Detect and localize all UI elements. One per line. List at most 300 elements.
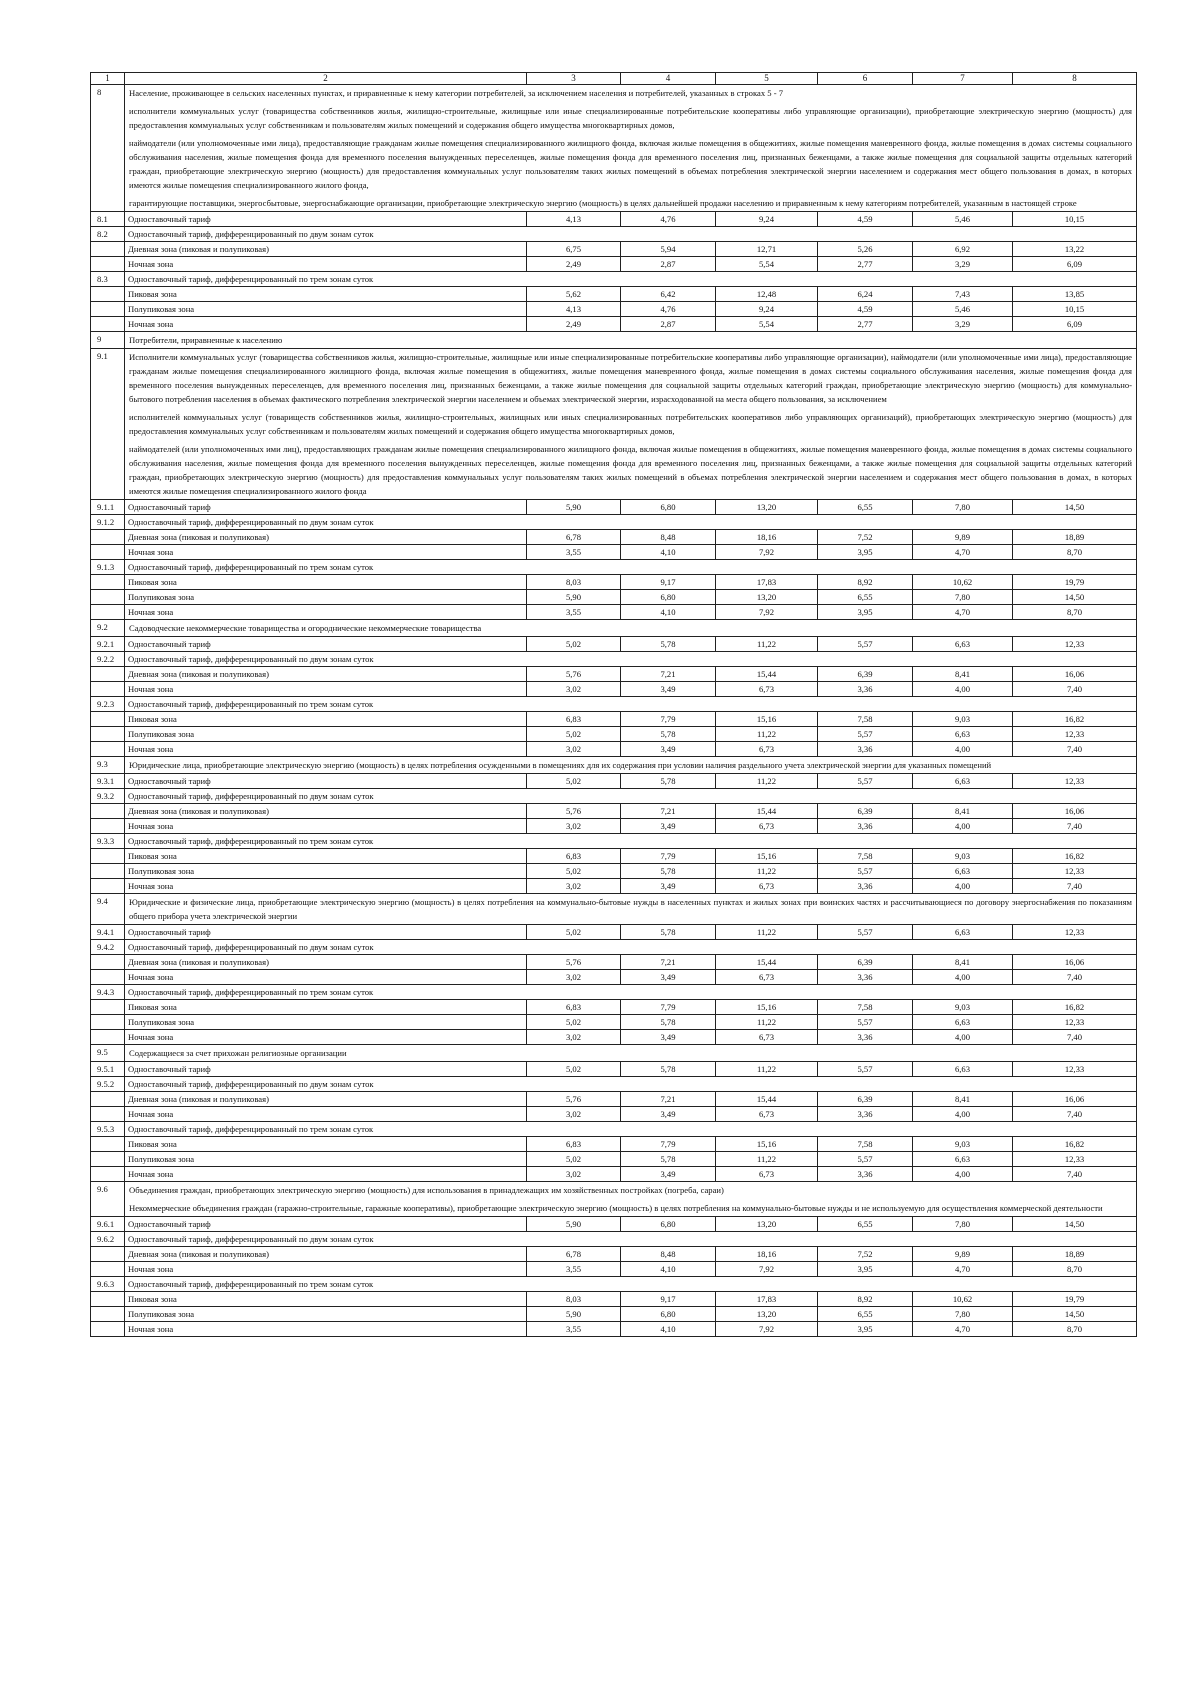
row-index: 9.1.2 [91, 515, 125, 530]
tariff-subheader-row [91, 1077, 1137, 1092]
tariff-label: Ночная зона [125, 545, 527, 560]
tariff-label: Полупиковая зона [125, 727, 527, 742]
tariff-value-col-3: 5,90 [527, 1217, 621, 1232]
tariff-value-col-5: 13,20 [716, 590, 818, 605]
tariff-value-col-6: 3,95 [818, 1322, 913, 1337]
tariff-value-col-6: 6,39 [818, 667, 913, 682]
tariff-value-col-8: 12,33 [1013, 864, 1137, 879]
tariff-row [91, 1262, 1137, 1277]
tariff-row [91, 819, 1137, 834]
section-index: 9.3 [91, 757, 125, 774]
tariff-value-col-7: 4,70 [913, 605, 1013, 620]
tariff-label: Ночная зона [125, 605, 527, 620]
tariff-value-col-4: 5,78 [621, 925, 716, 940]
tariff-value-col-8: 16,06 [1013, 804, 1137, 819]
tariff-value-col-8: 7,40 [1013, 1167, 1137, 1182]
tariff-value-col-3: 5,62 [527, 287, 621, 302]
tariff-value-col-7: 4,00 [913, 879, 1013, 894]
tariff-row [91, 212, 1137, 227]
tariff-row [91, 317, 1137, 332]
tariff-value-col-7: 3,29 [913, 317, 1013, 332]
tariff-value-col-6: 3,36 [818, 970, 913, 985]
tariff-value-col-6: 7,52 [818, 530, 913, 545]
section-description [125, 349, 1137, 500]
section-description [125, 620, 1137, 637]
tariff-value-col-3: 5,02 [527, 774, 621, 789]
tariff-value-col-4: 7,21 [621, 804, 716, 819]
tariff-value-col-8: 18,89 [1013, 530, 1137, 545]
tariff-row [91, 925, 1137, 940]
tariff-row [91, 864, 1137, 879]
tariff-value-col-6: 4,59 [818, 212, 913, 227]
tariff-value-col-8: 19,79 [1013, 1292, 1137, 1307]
tariff-table [90, 72, 1137, 1337]
tariff-value-col-8: 7,40 [1013, 819, 1137, 834]
tariff-value-col-3: 5,76 [527, 955, 621, 970]
tariff-subheader-label: Одноставочный тариф, дифференцированный по трем зонам суток [125, 272, 1137, 287]
tariff-subheader-label: Одноставочный тариф, дифференцированный по трем зонам суток [125, 834, 1137, 849]
tariff-value-col-6: 4,59 [818, 302, 913, 317]
tariff-value-col-4: 5,78 [621, 1015, 716, 1030]
tariff-value-col-7: 7,80 [913, 500, 1013, 515]
tariff-value-col-5: 7,92 [716, 1322, 818, 1337]
tariff-value-col-5: 9,24 [716, 302, 818, 317]
tariff-value-col-6: 3,36 [818, 1107, 913, 1122]
tariff-value-col-8: 12,33 [1013, 925, 1137, 940]
tariff-value-col-3: 6,75 [527, 242, 621, 257]
tariff-value-col-8: 12,33 [1013, 727, 1137, 742]
tariff-value-col-4: 4,76 [621, 212, 716, 227]
tariff-subheader-row [91, 940, 1137, 955]
row-index [91, 742, 125, 757]
tariff-value-col-3: 4,13 [527, 302, 621, 317]
tariff-value-col-6: 6,39 [818, 804, 913, 819]
column-header-2: 2 [125, 73, 527, 85]
tariff-value-col-7: 6,63 [913, 1062, 1013, 1077]
tariff-value-col-7: 7,43 [913, 287, 1013, 302]
tariff-value-col-8: 16,82 [1013, 1137, 1137, 1152]
tariff-value-col-4: 7,21 [621, 955, 716, 970]
tariff-value-col-3: 5,76 [527, 1092, 621, 1107]
tariff-value-col-7: 8,41 [913, 1092, 1013, 1107]
tariff-value-col-7: 9,89 [913, 1247, 1013, 1262]
tariff-value-col-3: 5,90 [527, 590, 621, 605]
tariff-value-col-4: 6,42 [621, 287, 716, 302]
tariff-value-col-5: 11,22 [716, 637, 818, 652]
tariff-subheader-row [91, 227, 1137, 242]
tariff-subheader-label: Одноставочный тариф, дифференцированный по двум зонам суток [125, 227, 1137, 242]
row-index [91, 1247, 125, 1262]
tariff-value-col-8: 16,06 [1013, 955, 1137, 970]
section-row [91, 1182, 1137, 1217]
tariff-value-col-3: 8,03 [527, 1292, 621, 1307]
tariff-label: Пиковая зона [125, 575, 527, 590]
tariff-value-col-7: 9,03 [913, 849, 1013, 864]
section-index: 9 [91, 332, 125, 349]
section-row [91, 1045, 1137, 1062]
section-paragraph: Юридические лица, приобретающие электрическую энергию (мощность) в целях потребления осужденными в помещениях для их содержания при условии наличия раздельного учета электрической энергии для указанных помещений [129, 760, 992, 770]
column-header-3: 3 [527, 73, 621, 85]
tariff-value-col-5: 15,16 [716, 849, 818, 864]
tariff-value-col-7: 4,00 [913, 1030, 1013, 1045]
tariff-value-col-5: 11,22 [716, 925, 818, 940]
row-index: 9.2.2 [91, 652, 125, 667]
tariff-label: Пиковая зона [125, 1292, 527, 1307]
tariff-value-col-7: 4,70 [913, 1322, 1013, 1337]
tariff-subheader-row [91, 652, 1137, 667]
tariff-value-col-6: 5,57 [818, 1152, 913, 1167]
tariff-subheader-label: Одноставочный тариф, дифференцированный по трем зонам суток [125, 1277, 1137, 1292]
tariff-value-col-5: 17,83 [716, 1292, 818, 1307]
section-paragraph: исполнителей коммунальных услуг (товариществ собственников жилья, жилищно-строительных, жилищных или иных специализированных потребительских кооперативов либо управляющих организаций), приобретающих электрическую энергию (мощность) для предоставления коммунальных услуг собственникам и пользователям жилых помещений и содержания общего имущества многоквартирных домов, [129, 412, 1132, 436]
tariff-subheader-row [91, 789, 1137, 804]
tariff-value-col-4: 4,10 [621, 1322, 716, 1337]
tariff-value-col-8: 16,82 [1013, 1000, 1137, 1015]
tariff-value-col-5: 11,22 [716, 864, 818, 879]
tariff-value-col-5: 17,83 [716, 575, 818, 590]
tariff-value-col-6: 6,24 [818, 287, 913, 302]
tariff-label: Полупиковая зона [125, 590, 527, 605]
tariff-value-col-4: 5,78 [621, 1152, 716, 1167]
row-index [91, 1152, 125, 1167]
tariff-value-col-5: 7,92 [716, 605, 818, 620]
section-paragraph: наймодателей (или уполномоченных ими лиц), предоставляющих гражданам жилые помещения специализированного жилищного фонда, включая жилые помещения в общежитиях, жилые помещения маневренного фонда, жилые помещения в домах системы социального обслуживания населения, жилые помещения фонда для временного поселения вынужденных переселенцев, жилые помещения фонда для временного поселения лиц, признанных беженцами, а также жилые помещения для социальной защиты отдельных категорий граждан, приобретающих электрическую энергию (мощность) для предоставления коммунальных услуг пользователям таких жилых помещений в объемах потребления электрической энергии населением и содержания мест общего пользования в домах, в которых имеются жилые помещения специализированного жилого фонда [129, 444, 1132, 496]
tariff-subheader-row [91, 515, 1137, 530]
section-row [91, 894, 1137, 925]
tariff-row [91, 667, 1137, 682]
tariff-value-col-6: 5,57 [818, 1062, 913, 1077]
tariff-value-col-5: 13,20 [716, 1217, 818, 1232]
tariff-value-col-6: 2,77 [818, 317, 913, 332]
row-index: 9.3.3 [91, 834, 125, 849]
tariff-value-col-5: 6,73 [716, 1030, 818, 1045]
tariff-value-col-3: 2,49 [527, 257, 621, 272]
tariff-subheader-label: Одноставочный тариф, дифференцированный по двум зонам суток [125, 652, 1137, 667]
tariff-value-col-5: 6,73 [716, 742, 818, 757]
tariff-row [91, 575, 1137, 590]
tariff-subheader-row [91, 697, 1137, 712]
tariff-subheader-label: Одноставочный тариф, дифференцированный по двум зонам суток [125, 1232, 1137, 1247]
row-index: 8.3 [91, 272, 125, 287]
tariff-row [91, 605, 1137, 620]
tariff-value-col-4: 4,10 [621, 545, 716, 560]
tariff-value-col-4: 4,10 [621, 1262, 716, 1277]
row-index: 9.2.3 [91, 697, 125, 712]
tariff-value-col-3: 5,02 [527, 1152, 621, 1167]
section-description [125, 757, 1137, 774]
tariff-value-col-4: 5,78 [621, 1062, 716, 1077]
tariff-label: Дневная зона (пиковая и полупиковая) [125, 1092, 527, 1107]
tariff-row [91, 1107, 1137, 1122]
tariff-value-col-7: 7,80 [913, 1307, 1013, 1322]
tariff-value-col-4: 9,17 [621, 1292, 716, 1307]
tariff-value-col-8: 7,40 [1013, 970, 1137, 985]
section-paragraph: гарантирующие поставщики, энергосбытовые, энергоснабжающие организации, приобретающие электрическую энергию (мощность) в целях дальнейшей продажи населению и приравненным к нему категориям потребителей, указанным в настоящей строке [129, 198, 1077, 208]
tariff-value-col-5: 9,24 [716, 212, 818, 227]
section-paragraph: Объединения граждан, приобретающих электрическую энергию (мощность) для использования в принадлежащих им хозяйственных постройках (погреба, сараи) [129, 1185, 724, 1195]
tariff-value-col-8: 7,40 [1013, 879, 1137, 894]
tariff-value-col-5: 15,16 [716, 712, 818, 727]
row-index [91, 712, 125, 727]
tariff-value-col-5: 6,73 [716, 879, 818, 894]
tariff-label: Ночная зона [125, 1322, 527, 1337]
section-paragraph: Содержащиеся за счет прихожан религиозные организации [129, 1048, 347, 1058]
tariff-value-col-8: 10,15 [1013, 302, 1137, 317]
tariff-label: Одноставочный тариф [125, 1062, 527, 1077]
tariff-label: Ночная зона [125, 970, 527, 985]
tariff-row [91, 727, 1137, 742]
tariff-label: Ночная зона [125, 1262, 527, 1277]
tariff-value-col-5: 6,73 [716, 819, 818, 834]
tariff-value-col-8: 13,85 [1013, 287, 1137, 302]
row-index: 9.6.1 [91, 1217, 125, 1232]
tariff-value-col-5: 15,44 [716, 804, 818, 819]
tariff-row [91, 774, 1137, 789]
tariff-row [91, 1015, 1137, 1030]
section-index: 8 [91, 85, 125, 212]
tariff-value-col-4: 7,79 [621, 1137, 716, 1152]
tariff-value-col-8: 19,79 [1013, 575, 1137, 590]
tariff-value-col-8: 7,40 [1013, 1030, 1137, 1045]
column-header-6: 6 [818, 73, 913, 85]
section-description [125, 1182, 1137, 1217]
tariff-label: Дневная зона (пиковая и полупиковая) [125, 955, 527, 970]
tariff-value-col-5: 11,22 [716, 774, 818, 789]
row-index [91, 1262, 125, 1277]
tariff-value-col-3: 5,90 [527, 500, 621, 515]
tariff-value-col-4: 7,79 [621, 849, 716, 864]
tariff-label: Ночная зона [125, 742, 527, 757]
tariff-value-col-7: 4,00 [913, 682, 1013, 697]
tariff-row [91, 590, 1137, 605]
section-paragraph: Садоводческие некоммерческие товарищества и огороднические некоммерческие товарищества [129, 623, 482, 633]
tariff-value-col-3: 5,76 [527, 667, 621, 682]
tariff-value-col-4: 3,49 [621, 1030, 716, 1045]
tariff-value-col-7: 10,62 [913, 575, 1013, 590]
tariff-row [91, 970, 1137, 985]
section-index: 9.5 [91, 1045, 125, 1062]
tariff-label: Одноставочный тариф [125, 1217, 527, 1232]
tariff-value-col-8: 12,33 [1013, 637, 1137, 652]
tariff-label: Ночная зона [125, 1107, 527, 1122]
section-paragraph: Исполнители коммунальных услуг (товарищества собственников жилья, жилищно-строительные, жилищные или иные специализированные потребительские кооперативы либо управляющие организации), наймодатели (или уполномоченные ими лица), предоставляющие гражданам жилые помещения специализированного жилищного фонда, включая жилые помещения в общежитиях, жилые помещения маневренного фонда, жилые помещения в домах системы социального обслуживания населения, жилые помещения фонда для временного поселения вынужденных переселенцев, для временного поселения лиц, признанных беженцами, а также жилые помещения для социальной защиты отдельных категорий граждан, приобретающие электрическую энергию (мощность) для коммунально-бытового потребления населения в объемах фактического потребления электрической энергии населением и объемах электрической энергии, израсходованной на места общего пользования, за исключением [129, 352, 1132, 404]
tariff-label: Пиковая зона [125, 849, 527, 864]
row-index: 9.4.1 [91, 925, 125, 940]
tariff-label: Одноставочный тариф [125, 637, 527, 652]
row-index [91, 667, 125, 682]
tariff-row [91, 804, 1137, 819]
tariff-row [91, 1247, 1137, 1262]
section-paragraph: Потребители, приравненные к населению [129, 335, 283, 345]
row-index [91, 1107, 125, 1122]
tariff-value-col-4: 3,49 [621, 879, 716, 894]
tariff-value-col-7: 6,63 [913, 925, 1013, 940]
row-index: 9.4.3 [91, 985, 125, 1000]
row-index: 8.2 [91, 227, 125, 242]
row-index [91, 590, 125, 605]
column-header-4: 4 [621, 73, 716, 85]
tariff-value-col-3: 6,83 [527, 712, 621, 727]
row-index: 9.5.2 [91, 1077, 125, 1092]
tariff-value-col-3: 4,13 [527, 212, 621, 227]
tariff-value-col-5: 11,22 [716, 1062, 818, 1077]
tariff-value-col-4: 2,87 [621, 257, 716, 272]
tariff-value-col-4: 5,78 [621, 864, 716, 879]
tariff-value-col-3: 3,02 [527, 1107, 621, 1122]
tariff-value-col-8: 14,50 [1013, 1217, 1137, 1232]
row-index [91, 242, 125, 257]
tariff-value-col-6: 2,77 [818, 257, 913, 272]
section-row [91, 620, 1137, 637]
section-description [125, 85, 1137, 212]
tariff-value-col-6: 3,95 [818, 545, 913, 560]
tariff-value-col-4: 3,49 [621, 970, 716, 985]
tariff-value-col-5: 18,16 [716, 530, 818, 545]
tariff-value-col-3: 3,02 [527, 742, 621, 757]
tariff-value-col-8: 12,33 [1013, 1015, 1137, 1030]
row-index: 9.1.3 [91, 560, 125, 575]
row-index [91, 530, 125, 545]
tariff-value-col-6: 5,57 [818, 925, 913, 940]
row-index [91, 804, 125, 819]
tariff-value-col-5: 6,73 [716, 1107, 818, 1122]
tariff-value-col-3: 3,55 [527, 1262, 621, 1277]
tariff-value-col-7: 5,46 [913, 212, 1013, 227]
tariff-label: Одноставочный тариф [125, 500, 527, 515]
tariff-subheader-label: Одноставочный тариф, дифференцированный по трем зонам суток [125, 985, 1137, 1000]
row-index: 9.3.2 [91, 789, 125, 804]
tariff-value-col-8: 12,33 [1013, 774, 1137, 789]
tariff-label: Пиковая зона [125, 1137, 527, 1152]
tariff-value-col-6: 3,95 [818, 605, 913, 620]
tariff-value-col-5: 13,20 [716, 500, 818, 515]
tariff-value-col-5: 6,73 [716, 682, 818, 697]
tariff-subheader-row [91, 1277, 1137, 1292]
tariff-value-col-7: 8,41 [913, 667, 1013, 682]
tariff-value-col-5: 11,22 [716, 1015, 818, 1030]
tariff-subheader-label: Одноставочный тариф, дифференцированный по трем зонам суток [125, 697, 1137, 712]
tariff-value-col-4: 3,49 [621, 1167, 716, 1182]
tariff-subheader-row [91, 272, 1137, 287]
tariff-row [91, 1292, 1137, 1307]
tariff-value-col-7: 9,03 [913, 1000, 1013, 1015]
tariff-subheader-label: Одноставочный тариф, дифференцированный по трем зонам суток [125, 1122, 1137, 1137]
row-index [91, 575, 125, 590]
tariff-value-col-4: 6,80 [621, 590, 716, 605]
row-index: 8.1 [91, 212, 125, 227]
tariff-value-col-4: 8,48 [621, 1247, 716, 1262]
tariff-value-col-7: 8,41 [913, 955, 1013, 970]
tariff-value-col-3: 6,83 [527, 1137, 621, 1152]
tariff-value-col-4: 5,78 [621, 637, 716, 652]
section-paragraph: Некоммерческие объединения граждан (гаражно-строительные, гаражные кооперативы), приобретающие электрическую энергию (мощность) в целях потребления на коммунально-бытовые нужды и не используемую для осуществления коммерческой деятельности [129, 1203, 1103, 1213]
tariff-row [91, 257, 1137, 272]
row-index: 9.1.1 [91, 500, 125, 515]
tariff-value-col-8: 10,15 [1013, 212, 1137, 227]
tariff-value-col-6: 3,36 [818, 742, 913, 757]
tariff-label: Дневная зона (пиковая и полупиковая) [125, 530, 527, 545]
tariff-label: Ночная зона [125, 819, 527, 834]
tariff-value-col-3: 2,49 [527, 317, 621, 332]
tariff-value-col-6: 3,36 [818, 819, 913, 834]
tariff-value-col-7: 7,80 [913, 1217, 1013, 1232]
tariff-row [91, 1307, 1137, 1322]
tariff-value-col-5: 13,20 [716, 1307, 818, 1322]
section-paragraph: наймодатели (или уполномоченные ими лица), предоставляющие гражданам жилые помещения специализированного жилищного фонда, включая жилые помещения в общежитиях, жилые помещения маневренного фонда, жилые помещения в домах системы социального обслуживания населения, жилые помещения фонда для временного поселения вынужденных переселенцев, жилые помещения фонда для временного поселения лиц, признанных беженцами, а также жилые помещения для социальной защиты отдельных категорий граждан, приобретающие электрическую энергию (мощность) для предоставления коммунальных услуг пользователям таких жилых помещений в объемах потребления электрической энергии населением и содержания мест общего пользования в домах, в которых имеются жилые помещения специализированного жилого фонда, [129, 138, 1132, 190]
tariff-value-col-6: 5,57 [818, 727, 913, 742]
tariff-value-col-6: 7,52 [818, 1247, 913, 1262]
tariff-label: Одноставочный тариф [125, 925, 527, 940]
tariff-row [91, 1167, 1137, 1182]
tariff-value-col-8: 6,09 [1013, 257, 1137, 272]
section-row [91, 85, 1137, 212]
row-index [91, 287, 125, 302]
tariff-value-col-8: 8,70 [1013, 545, 1137, 560]
tariff-value-col-4: 4,10 [621, 605, 716, 620]
tariff-value-col-8: 14,50 [1013, 500, 1137, 515]
tariff-value-col-7: 6,63 [913, 1152, 1013, 1167]
tariff-value-col-3: 3,55 [527, 1322, 621, 1337]
tariff-value-col-6: 8,92 [818, 1292, 913, 1307]
tariff-value-col-7: 4,70 [913, 545, 1013, 560]
row-index: 9.2.1 [91, 637, 125, 652]
tariff-label: Дневная зона (пиковая и полупиковая) [125, 1247, 527, 1262]
tariff-value-col-6: 8,92 [818, 575, 913, 590]
tariff-value-col-6: 6,55 [818, 1217, 913, 1232]
tariff-label: Пиковая зона [125, 712, 527, 727]
tariff-value-col-4: 3,49 [621, 819, 716, 834]
tariff-value-col-7: 9,03 [913, 712, 1013, 727]
tariff-value-col-7: 6,63 [913, 1015, 1013, 1030]
tariff-value-col-8: 13,22 [1013, 242, 1137, 257]
tariff-value-col-4: 8,48 [621, 530, 716, 545]
tariff-row [91, 1030, 1137, 1045]
row-index [91, 1137, 125, 1152]
tariff-row [91, 1062, 1137, 1077]
tariff-value-col-4: 4,76 [621, 302, 716, 317]
tariff-value-col-5: 11,22 [716, 727, 818, 742]
tariff-value-col-5: 11,22 [716, 1152, 818, 1167]
row-index [91, 317, 125, 332]
row-index [91, 605, 125, 620]
row-index [91, 1322, 125, 1337]
tariff-value-col-3: 3,55 [527, 605, 621, 620]
tariff-value-col-8: 18,89 [1013, 1247, 1137, 1262]
tariff-value-col-5: 5,54 [716, 257, 818, 272]
tariff-subheader-label: Одноставочный тариф, дифференцированный по двум зонам суток [125, 515, 1137, 530]
tariff-value-col-4: 5,78 [621, 774, 716, 789]
tariff-value-col-7: 6,92 [913, 242, 1013, 257]
tariff-value-col-5: 15,44 [716, 667, 818, 682]
tariff-row [91, 1000, 1137, 1015]
tariff-value-col-3: 3,02 [527, 1167, 621, 1182]
tariff-value-col-3: 6,83 [527, 849, 621, 864]
tariff-value-col-8: 6,09 [1013, 317, 1137, 332]
tariff-value-col-8: 12,33 [1013, 1152, 1137, 1167]
tariff-row [91, 1092, 1137, 1107]
tariff-subheader-label: Одноставочный тариф, дифференцированный по двум зонам суток [125, 940, 1137, 955]
tariff-row [91, 742, 1137, 757]
tariff-value-col-7: 9,89 [913, 530, 1013, 545]
tariff-value-col-4: 3,49 [621, 682, 716, 697]
row-index [91, 955, 125, 970]
tariff-value-col-6: 7,58 [818, 1137, 913, 1152]
tariff-value-col-7: 6,63 [913, 727, 1013, 742]
tariff-value-col-6: 6,55 [818, 590, 913, 605]
tariff-value-col-3: 8,03 [527, 575, 621, 590]
row-index [91, 1015, 125, 1030]
tariff-label: Ночная зона [125, 257, 527, 272]
